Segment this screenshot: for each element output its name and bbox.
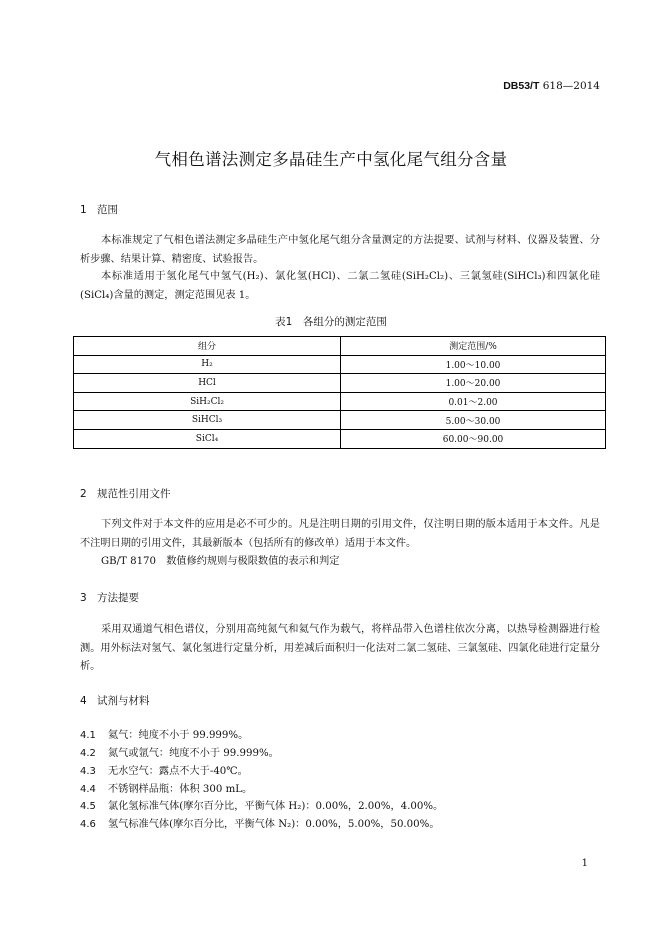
document-title: 气相色谱法测定多晶硅生产中氢化尾气组分含量	[154, 150, 508, 169]
range-cell: 5.00～30.00	[341, 411, 606, 430]
standard-code	[503, 80, 600, 92]
table-row	[74, 392, 606, 411]
range-cell: 1.00～20.00	[341, 374, 606, 393]
section-1-paragraph-1: 本标准规定了气相色谱法测定多晶硅生产中氢化尾气组分含量测定的方法提要、试剂与材料、仪器及装置、分析步骤、结果计算、精密度、试验报告。	[80, 235, 600, 265]
item-number: 4.3	[80, 766, 96, 777]
range-cell: 1.00～10.00	[341, 355, 606, 374]
column-header: 测定范围/%	[341, 337, 606, 356]
column-header: 组分	[74, 337, 341, 356]
section-2-heading	[80, 486, 171, 501]
component-cell: SiCl₄	[74, 429, 341, 448]
table-row	[74, 411, 606, 430]
item-text: 无水空气：露点不大于-40℃。	[108, 766, 248, 777]
standard-code-prefix: DB53/T	[503, 80, 540, 92]
list-item	[80, 797, 443, 812]
item-number: 4.2	[80, 748, 96, 759]
item-number: 4.5	[80, 801, 96, 812]
section-title: 范围	[97, 204, 118, 216]
range-cell: 0.01～2.00	[341, 392, 606, 411]
section-3-paragraph: 采用双通道气相色谱仪，分别用高纯氮气和氦气作为载气，将样品带入色谱柱依次分离，以热导检测器进行检测。用外标法对氢气、氯化氢进行定量分析，用差减后面积归一化法对二氯二氢硅、三氯氢硅、四氯化硅进行定量分析。	[80, 624, 600, 672]
page-number: 1	[581, 858, 588, 869]
item-text: 不锈钢样品瓶：体积 300 mL。	[108, 784, 253, 795]
section-number: 2	[80, 488, 87, 500]
standard-code-number: 618—2014	[539, 80, 600, 92]
section-2-paragraph: 下列文件对于本文件的应用是必不可少的。凡是注明日期的引用文件，仅注明日期的版本适用于本文件。凡是不注明日期的引用文件，其最新版本（包括所有的修改单）适用于本文件。	[80, 519, 600, 549]
component-cell: SiH₂Cl₂	[74, 392, 341, 411]
list-item	[80, 780, 252, 795]
component-cell: SiHCl₃	[74, 411, 341, 430]
list-item	[80, 815, 440, 830]
table-row	[74, 374, 606, 393]
list-item	[80, 744, 279, 759]
section-title: 规范性引用文件	[97, 488, 171, 500]
section-1-heading	[80, 202, 118, 217]
section-title: 方法提要	[97, 592, 139, 604]
item-number: 4.4	[80, 784, 96, 795]
section-3-heading	[80, 590, 139, 605]
section-number: 1	[80, 204, 87, 216]
item-text: 氮气或氩气：纯度不小于 99.999%。	[108, 748, 279, 759]
range-table	[73, 336, 606, 449]
section-title: 试剂与材料	[97, 695, 150, 707]
item-text: 氯化氢标准气体(摩尔百分比，平衡气体 H₂)：0.00%，2.00%，4.00%。	[108, 801, 444, 812]
list-item	[80, 762, 248, 777]
table-row	[74, 355, 606, 374]
table-header-row	[74, 337, 606, 356]
component-cell: H₂	[74, 355, 341, 374]
item-number: 4.1	[80, 730, 96, 741]
section-number: 3	[80, 592, 87, 604]
table-caption: 表1 各组分的测定范围	[275, 316, 387, 328]
item-text: 氢气标准气体(摩尔百分比，平衡气体 N₂)：0.00%，5.00%，50.00%。	[108, 819, 440, 830]
section-number: 4	[80, 695, 87, 707]
list-item	[80, 726, 248, 741]
section-4-heading	[80, 693, 150, 708]
table-row	[74, 429, 606, 448]
section-1-paragraph-2: 本标准适用于氢化尾气中氢气(H₂)、氯化氢(HCl)、二氯二氢硅(SiH₂Cl₂)、三氯氢硅(SiHCl₃)和四氯化硅(SiCl₄)含量的测定，测定范围见表 1。	[80, 271, 600, 301]
item-text: 氦气：纯度不小于 99.999%。	[108, 730, 249, 741]
component-cell: HCl	[74, 374, 341, 393]
normative-reference: GB/T 8170 数值修约规则与极限数值的表示和判定	[101, 556, 340, 567]
range-cell: 60.00～90.00	[341, 429, 606, 448]
item-number: 4.6	[80, 819, 96, 830]
